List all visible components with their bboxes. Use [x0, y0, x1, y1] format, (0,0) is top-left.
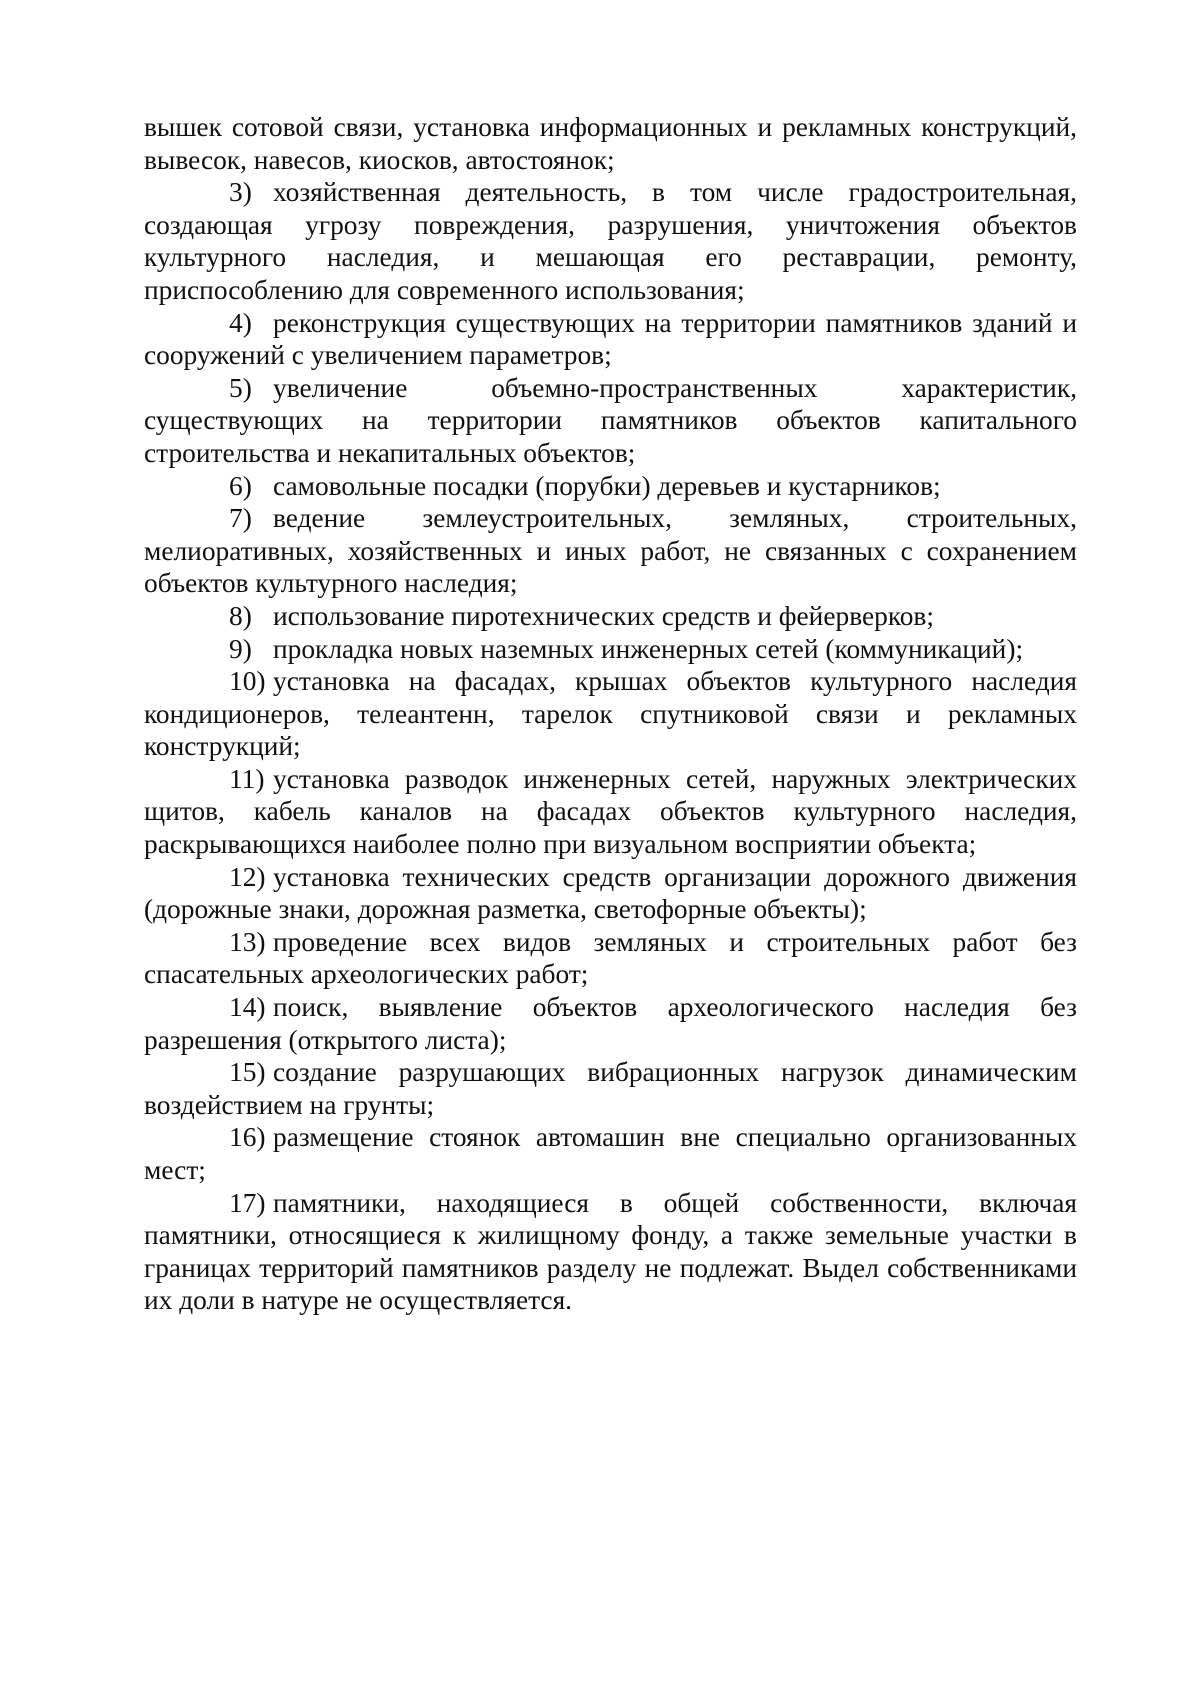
- item-number: 9): [229, 633, 252, 664]
- list-item: [144, 176, 1077, 306]
- item-text: установка на фасадах, крышах объектов культурного наследия кондиционеров, телеантенн, тарелок спутниковой связи и рекламных конструкций;: [144, 666, 1077, 762]
- list-item: [144, 861, 1077, 926]
- list-item: [144, 926, 1077, 991]
- list-item: [144, 991, 1077, 1056]
- item-number: 8): [229, 600, 252, 631]
- item-text: установка технических средств организации дорожного движения (дорожные знаки, дорожная разметка, светофорные объекты);: [144, 861, 1077, 925]
- item-text: ведение землеустроительных, земляных, строительных, мелиоративных, хозяйственных и иных работ, не связанных с сохранением объектов культурного наследия;: [144, 503, 1077, 599]
- list-item: [144, 665, 1077, 763]
- list-item: [144, 633, 1077, 666]
- item-number: 15): [229, 1057, 266, 1088]
- item-number: 11): [229, 763, 265, 794]
- list-item: [144, 1187, 1077, 1317]
- list-item: [144, 1056, 1077, 1121]
- list-item: [144, 1121, 1077, 1186]
- list-item: [144, 372, 1077, 470]
- item-text: памятники, находящиеся в общей собственности, включая памятники, относящиеся к жилищному фонду, а также земельные участки в границах территорий памятников разделу не подлежат. Выдел собственниками их доли в натуре не осуществляется.: [144, 1187, 1077, 1316]
- item-text: установка разводок инженерных сетей, наружных электрических щитов, кабель каналов на фасадах объектов культурного наследия, раскрывающихся наиболее полно при визуальном восприятии объекта;: [144, 763, 1077, 860]
- item-number: 4): [229, 307, 252, 338]
- item-text: самовольные посадки (порубки) деревьев и кустарников;: [273, 470, 941, 501]
- item-text: размещение стоянок автомашин вне специально организованных мест;: [144, 1122, 1077, 1185]
- item-text: проведение всех видов земляных и строительных работ без спасательных археологических работ;: [144, 926, 1077, 990]
- item-text: поиск, выявление объектов археологического наследия без разрешения (открытого листа);: [144, 992, 1077, 1055]
- item-number: 16): [229, 1122, 266, 1153]
- item-number: 17): [229, 1187, 266, 1218]
- item-number: 5): [229, 372, 252, 403]
- item-number: 6): [229, 470, 252, 501]
- item-number: 14): [229, 992, 266, 1023]
- item-number: 10): [229, 666, 266, 697]
- item-number: 12): [229, 861, 266, 892]
- item-number: 3): [229, 177, 252, 208]
- item-text: использование пиротехнических средств и фейерверков;: [273, 600, 934, 631]
- list-item: [144, 763, 1077, 861]
- list-item: [144, 307, 1077, 372]
- item-text: прокладка новых наземных инженерных сетей (коммуникаций);: [273, 633, 1024, 664]
- item-number: 13): [229, 926, 266, 957]
- intro-paragraph: вышек сотовой связи, установка информационных и рекламных конструкций, вывесок, навесов, киосков, автостоянок;: [144, 112, 1077, 175]
- item-text: хозяйственная деятельность, в том числе градостроительная, создающая угрозу повреждения, разрушения, уничтожения объектов культурного наследия, и мешающая его реставрации, ремонту, приспособлению для современного использования;: [144, 177, 1077, 305]
- list-item: [144, 600, 1077, 633]
- item-text: создание разрушающих вибрационных нагрузок динамическим воздействием на грунты;: [144, 1057, 1077, 1120]
- document-page: [144, 111, 1077, 1317]
- item-number: 7): [229, 503, 252, 534]
- item-text: реконструкция существующих на территории памятников зданий и сооружений с увеличением параметров;: [144, 307, 1077, 371]
- item-text: увеличение объемно-пространственных характеристик, существующих на территории памятников объектов капитального строительства и некапитальных объектов;: [144, 372, 1077, 468]
- list-item: [144, 470, 1077, 503]
- list-item: [144, 502, 1077, 600]
